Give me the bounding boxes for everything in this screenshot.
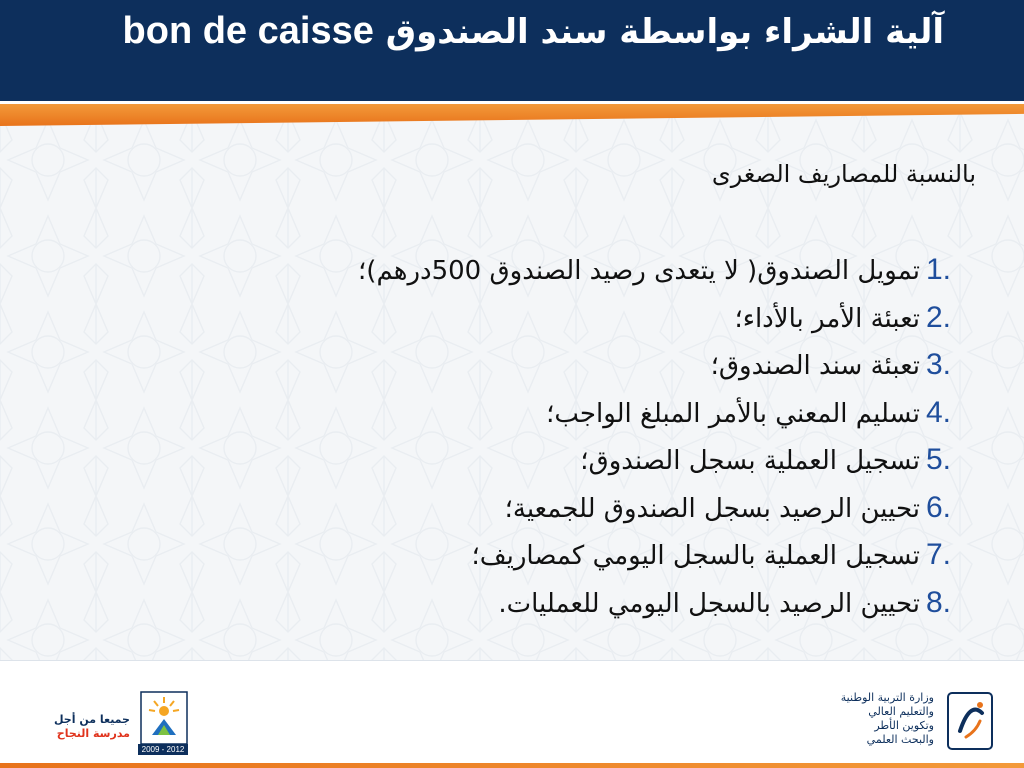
step-text: تسليم المعني بالأمر المبلغ الواجب؛	[546, 398, 920, 429]
step-text: تحيين الرصيد بالسجل اليومي للعمليات.	[498, 588, 920, 619]
plan-years-label: 2009 - 2012	[138, 744, 188, 755]
footer	[0, 660, 1024, 768]
ministry-logo-icon	[946, 691, 994, 751]
step-text: تمويل الصندوق( لا يتعدى رصيد الصندوق 500درهم)؛	[358, 256, 920, 286]
slogan-line-1: جميعا من أجل	[53, 713, 130, 726]
step-number: 8.	[926, 585, 952, 619]
title-arabic: آلية الشراء بواسطة سند الصندوق	[385, 12, 944, 52]
slogan-line-2: مدرسة النجاح	[56, 727, 130, 740]
slide-content	[156, 160, 976, 626]
step-item-5	[156, 436, 976, 484]
step-text: تعبئة الأمر بالأداء؛	[734, 303, 920, 334]
step-number: 3.	[926, 348, 952, 381]
step-text: تسجيل العملية بسجل الصندوق؛	[580, 446, 920, 476]
ministry-name	[841, 691, 934, 747]
header-divider-white	[0, 101, 1024, 104]
step-text: تسجيل العملية بالسجل اليومي كمصاريف؛	[471, 541, 920, 571]
step-text: تعبئة سند الصندوق؛	[710, 351, 920, 381]
footer-accent-bar	[0, 763, 1024, 768]
step-item-6	[156, 484, 976, 532]
steps-list	[156, 246, 976, 626]
step-item-8	[156, 579, 976, 627]
slide-title	[123, 10, 944, 53]
slogan	[20, 713, 130, 741]
step-item-4	[156, 389, 976, 437]
step-number: 1.	[926, 253, 952, 286]
ministry-line-3: وتكوين الأطر	[874, 719, 934, 732]
step-text: تحيين الرصيد بسجل الصندوق للجمعية؛	[504, 493, 920, 524]
ministry-line-4: والبحث العلمي	[866, 733, 934, 746]
subtitle: بالنسبة للمصاريف الصغرى	[711, 160, 976, 188]
step-item-3	[156, 341, 976, 389]
ministry-line-2: والتعليم العالي	[868, 705, 934, 718]
ministry-line-1: وزارة التربية الوطنية	[840, 691, 934, 704]
step-number: 4.	[926, 395, 952, 429]
step-number: 7.	[926, 538, 952, 571]
step-number: 5.	[926, 443, 952, 476]
step-number: 6.	[926, 490, 952, 524]
title-latin: bon de caisse	[122, 10, 374, 52]
header-bar	[0, 0, 1024, 101]
step-number: 2.	[926, 300, 952, 334]
step-item-2	[156, 294, 976, 342]
step-item-1	[156, 246, 976, 294]
step-item-7	[156, 531, 976, 579]
